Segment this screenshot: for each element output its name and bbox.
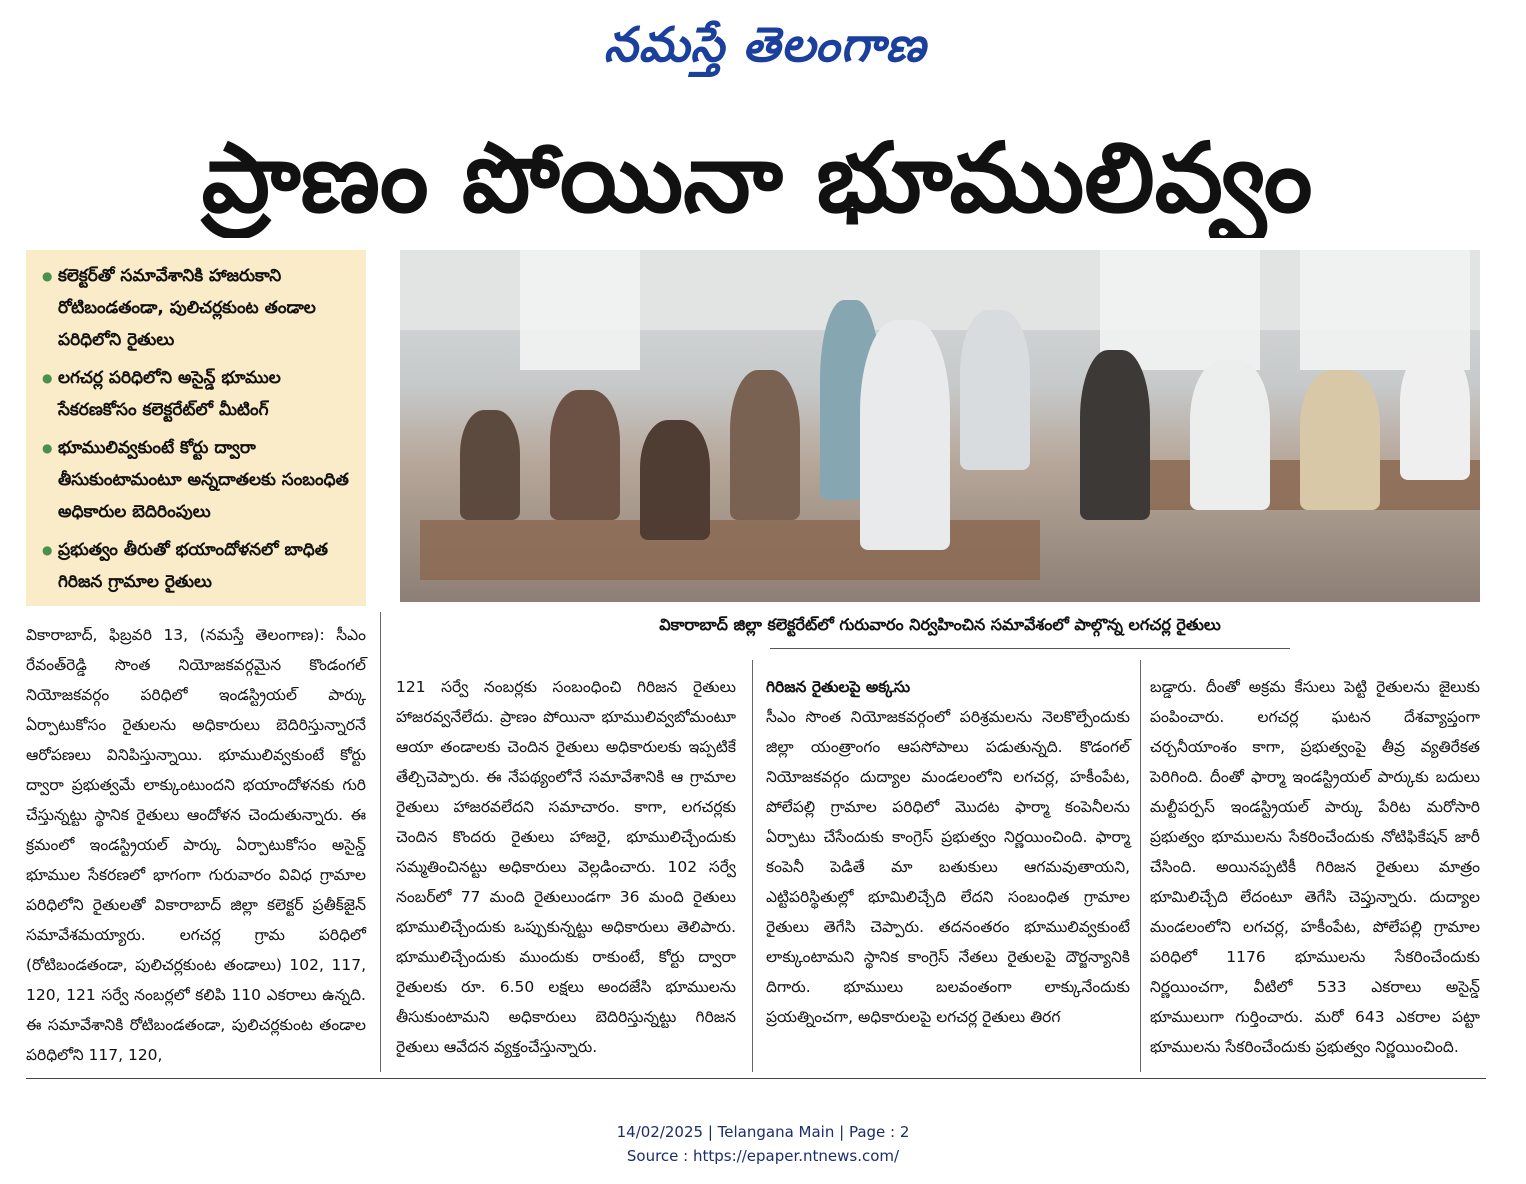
photo-person [730, 370, 800, 520]
photo-person [860, 320, 950, 550]
bottom-rule [26, 1078, 1486, 1079]
highlight-text: లగచర్ల పరిధిలోని అసైన్డ్ భూముల సేకరణకోసం కలెక్టరేట్‌లో మీటింగ్ [58, 368, 281, 420]
photo-caption: వికారాబాద్ జిల్లా కలెక్టరేట్‌లో గురువారం నిర్వహించిన సమావేశంలో పాల్గొన్న లగచర్ల రైతులు [659, 615, 1221, 634]
bullet-icon: ● [42, 543, 53, 557]
highlights-box [26, 250, 366, 606]
bullet-icon: ● [42, 441, 53, 455]
photo-person [1080, 350, 1150, 520]
photo-person [550, 390, 620, 520]
page-footer [0, 1120, 1526, 1170]
highlight-item [42, 362, 356, 426]
news-photo [400, 250, 1480, 602]
article-column-3 [766, 672, 1130, 1062]
column-divider [380, 612, 381, 1072]
caption-divider [770, 648, 1290, 649]
article-text: సీఎం సొంత నియోజకవర్గంలో పరిశ్రమలను నెలకొల్పేందుకు జిల్లా యంత్రాంగం ఆపసోపాలు పడుతున్నది. కొడంగల్ నియోజకవర్గం దుద్యాల మండలంలోని లగచర్ల, హకీంపేట, పోలేపల్లి గ్రామాల పరిధిలో మొదట ఫార్మా కంపెనీలను ఏర్పాటు చేసేందుకు కాంగ్రెస్ ప్రభుత్వం నిర్ణయించింది. ఫార్మా కంపెనీ పెడితే మా బతుకులు ఆగమవుతాయని, ఎట్టిపరిస్థితుల్లో భూమిలిచ్చేది లేదని సంబంధిత గ్రామాల రైతులు తెగేసి చెప్పారు. తదనంతరం భూములివ్వకుంటే లాక్కుంటామని స్థానిక కాంగ్రెస్ నేతలు రైతులపై దౌర్జన్యానికి దిగారు. భూములు బలవంతంగా లాక్కునేందుకు ప్రయత్నించగా, అధికారులపై లగచర్ల రైతులు తిరగ [766, 708, 1130, 1026]
article-text: బడ్డారు. దీంతో అక్రమ కేసులు పెట్టి రైతులను జైలుకు పంపించారు. లగచర్ల ఘటన దేశవ్యాప్తంగా చర్చనీయాంశం కాగా, ప్రభుత్వంపై తీవ్ర వ్యతిరేకత పెరిగింది. దీంతో ఫార్మా ఇండస్ట్రియల్ పార్కుకు బదులు మల్టీపర్పస్ ఇండస్ట్రియల్ పార్కు పేరిట మరోసారి ప్రభుత్వం భూములను సేకరించేందుకు నోటిఫికేషన్ జారీ చేసింది. అయినప్పటికీ గిరిజన రైతులు మాత్రం భూమిలిచ్చేది లేదంటూ తెగేసి చెప్తున్నారు. దుద్యాల మండలంలోని లగచర్ల, హకీంపేట, పోలేపల్లి గ్రామాల పరిధిలో 1176 భూములను సేకరించేందుకు నిర్ణయించగా, వీటిలో 533 ఎకరాలు అసైన్డ్ భూములుగా గుర్తించారు. మరో 643 ఎకరాల పట్టా భూములను సేకరించేందుకు ప్రభుత్వం నిర్ణయించింది. [1150, 678, 1480, 1056]
column-divider [752, 660, 753, 1072]
article-column-1 [26, 620, 366, 1064]
photo-person [640, 420, 710, 540]
bullet-icon: ● [42, 371, 53, 385]
subheading: గిరిజన రైతులపై అక్కసు [766, 678, 911, 696]
article-text: వికారాబాద్, ఫిబ్రవరి 13, (నమస్తే తెలంగాణ): సీఎం రేవంత్‌రెడ్డి సొంత నియోజకవర్గమైన కొండంగల్ నియోజకవర్గం పరిధిలో ఇండస్ట్రియల్ పార్కు ఏర్పాటుకోసం రైతులను అధికారులు బెదిరిస్తున్నారనే ఆరోపణలు వినిపిస్తున్నాయి. భూములివ్వకుంటే కోర్టు ద్వారా ప్రభుత్వమే లాక్కుంటుందని భయాందోళనకు గురి చేస్తున్నట్టు స్థానిక రైతులు ఆందోళన చెందుతున్నారు. ఈ క్రమంలో ఇండస్ట్రియల్ పార్కు ఏర్పాటుకోసం అసైన్డ్ భూముల సేకరణలో భాగంగా గురువారం వివిధ గ్రామాల పరిధిలోని రైతులతో వికారాబాద్ జిల్లా కలెక్టర్ ప్రతీక్‌జైన్ సమావేశమయ్యారు. లగచర్ల గ్రామ పరిధిలో (రోటిబండతండా, పులిచర్లకుంట తండాలు) 102, 117, 120, 121 సర్వే నంబర్లలో కలిపి 110 ఎకరాలు ఉన్నది. ఈ సమావేశానికి రోటిబండతండా, పులిచర్లకుంట తండాల పరిధిలోని 117, 120, [26, 626, 366, 1064]
highlight-text: కలెక్టర్‌తో సమావేశానికి హాజరుకాని రోటిబండతండా, పులిచర్లకుంట తండాల పరిధిలోని రైతులు [58, 266, 316, 350]
photo-window [520, 250, 640, 370]
photo-person [460, 410, 520, 520]
headline: ప్రాణం పోయినా భూములివ్వం [201, 122, 1313, 234]
highlight-item [42, 534, 356, 598]
highlight-item [42, 260, 356, 356]
footer-source-line: Source : https://epaper.ntnews.com/ [626, 1147, 900, 1165]
highlight-text: భూములివ్వకుంటే కోర్టు ద్వారా తీసుకుంటామంటూ అన్నదాతలకు సంబంధిత అధికారుల బెదిరింపులు [58, 438, 349, 522]
photo-person [960, 310, 1030, 470]
photo-person [1190, 360, 1270, 510]
highlight-item [42, 432, 356, 528]
column-divider [1140, 660, 1141, 1072]
photo-person [1400, 350, 1470, 480]
article-column-2 [396, 672, 736, 1062]
article-column-4 [1150, 672, 1480, 1062]
photo-person [1300, 370, 1380, 510]
article-text: 121 సర్వే నంబర్లకు సంబంధించి గిరిజన రైతులు హాజరవ్వనేలేదు. ప్రాణం పోయినా భూములివ్వబోమంటూ ఆయా తండాలకు చెందిన రైతులు అధికారులకు ఇప్పటికే తేల్చిచెప్పారు. ఈ నేపథ్యంలోనే సమావేశానికి ఆ గ్రామాల రైతులు హాజరవలేదని సమాచారం. కాగా, లగచర్లకు చెందిన కొందరు రైతులు హాజరై, భూములిచ్చేందుకు సమ్మతించినట్టు అధికారులు వెల్లడించారు. 102 సర్వే నంబర్‌లో 77 మంది రైతులుండగా 36 మంది రైతులు భూములిచ్చేందుకు ఒప్పుకున్నట్టు అధికారులు తెలిపారు. భూములిచ్చేందుకు ముందుకు రాకుంటే, కోర్టు ద్వారా రైతులకు రూ. 6.50 లక్షలు అందజేసి భూములను తీసుకుంటామని అధికారులు బెదిరిస్తున్నట్టు గిరిజన రైతులు ఆవేదన వ్యక్తంచేస్తున్నారు. [396, 678, 736, 1056]
bullet-icon: ● [42, 269, 53, 283]
highlight-text: ప్రభుత్వం తీరుతో భయాందోళనలో బాధిత గిరిజన గ్రామాల రైతులు [58, 540, 328, 592]
footer-date-line: 14/02/2025 | Telangana Main | Page : 2 [616, 1123, 910, 1141]
masthead-logo: నమస్తే తెలంగాణ [603, 17, 927, 73]
